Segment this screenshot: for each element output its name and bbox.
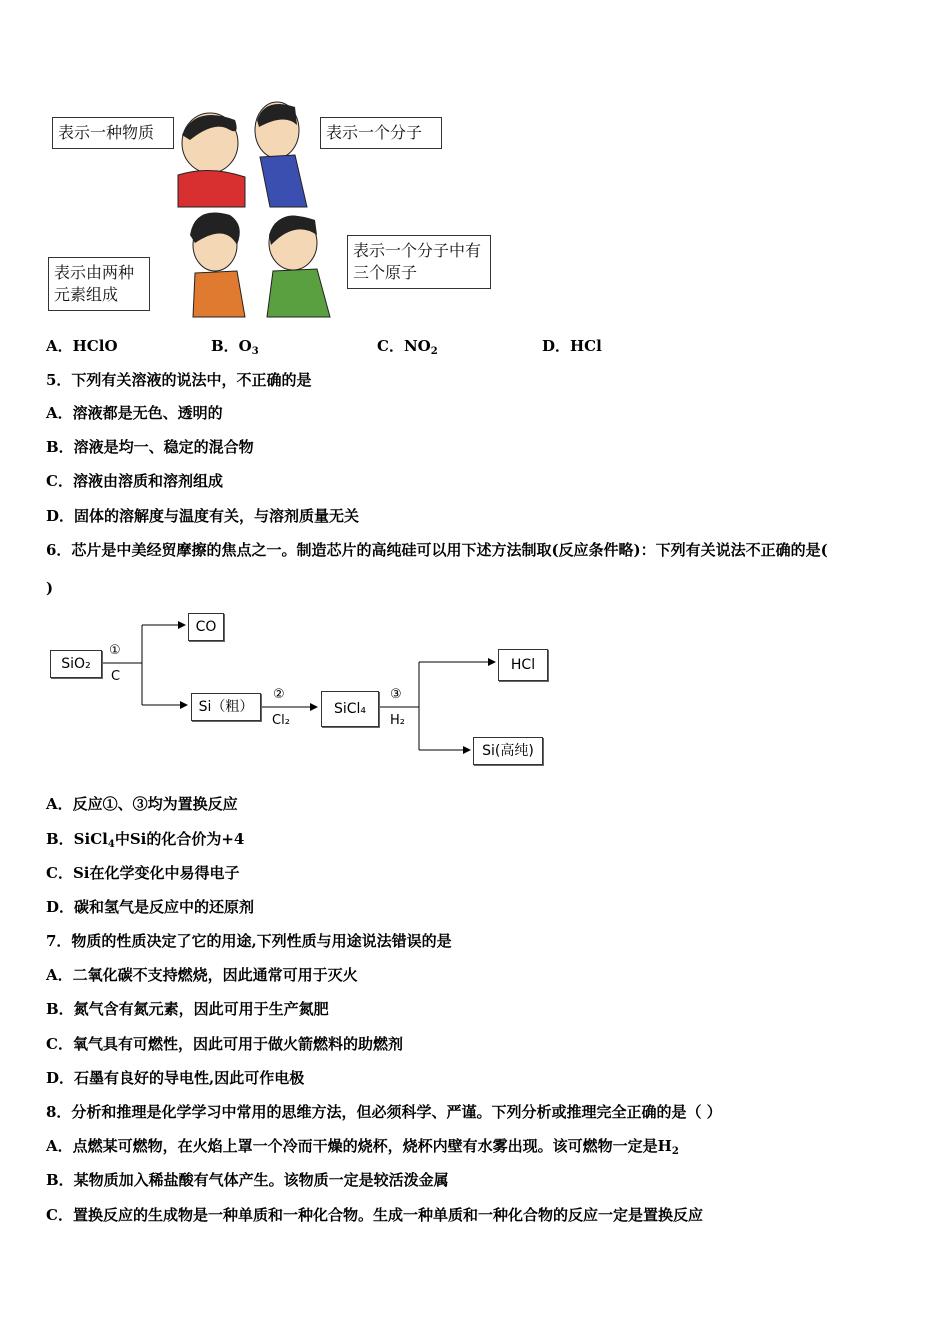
q8-stem: 8．分析和推理是化学学习中常用的思维方法，但必须科学、严谨。下列分析或推理完全正确的是（ ）	[46, 1103, 722, 1121]
co-box: CO	[188, 613, 224, 641]
step2-label: ②	[273, 687, 285, 702]
q8-option-b: B．某物质加入稀盐酸有气体产生。该物质一定是较活泼金属	[46, 1171, 449, 1189]
q6-option-c: C．Si在化学变化中易得电子	[46, 864, 240, 882]
q7-option-d: D．石墨有良好的导电性,因此可作电极	[46, 1069, 305, 1087]
q7-stem: 7．物质的性质决定了它的用途,下列性质与用途说法错误的是	[46, 932, 452, 950]
q6-option-d: D．碳和氢气是反应中的还原剂	[46, 898, 255, 916]
q4-option-c: C．$NO_2$	[377, 337, 438, 357]
q5-option-b: B．溶液是均一、稳定的混合物	[46, 438, 254, 456]
boy2-figure-icon	[267, 216, 330, 317]
q6-option-a: A．反应①、③均为置换反应	[46, 795, 238, 813]
q6-option-b: B．SiCl$_4$中Si的化合价为+4	[46, 830, 245, 850]
step2-reagent: Cl₂	[272, 713, 290, 728]
sio2-box: SiO₂	[50, 650, 102, 678]
si-crude-box: Si（粗）	[191, 693, 261, 721]
q7-option-a: A．二氧化碳不支持燃烧，因此通常可用于灭火	[46, 966, 358, 984]
q8-option-a: A．点燃某可燃物，在火焰上罩一个冷而干燥的烧杯，烧杯内壁有水雾出现。该可燃物一定是$H_2$	[46, 1137, 679, 1157]
q7-option-b: B．氮气含有氮元素，因此可用于生产氮肥	[46, 1000, 329, 1018]
boy-figure-icon	[178, 113, 245, 207]
girl-figure-icon	[190, 213, 245, 318]
speech-bubble-three-atoms: 表示一个分子中有三个原子	[347, 235, 491, 289]
q5-stem: 5．下列有关溶液的说法中，不正确的是	[46, 371, 312, 389]
q8-option-c: C．置换反应的生成物是一种单质和一种化合物。生成一种单质和一种化合物的反应一定是置换反应	[46, 1206, 703, 1224]
q4-option-b: B．$O_3$	[211, 337, 259, 357]
hcl-box: HCl	[498, 649, 548, 681]
step1-label: ①	[109, 643, 121, 658]
silicon-process-diagram	[45, 605, 565, 780]
step3-reagent: H₂	[390, 713, 405, 728]
q5-option-c: C．溶液由溶质和溶剂组成	[46, 472, 223, 490]
q5-option-a: A．溶液都是无色、透明的	[46, 404, 223, 422]
q6-stem-end: )	[46, 579, 54, 597]
sicl4-box: SiCl₄	[321, 691, 379, 727]
speech-bubble-two-elements: 表示由两种元素组成	[48, 257, 150, 311]
speech-bubble-molecule: 表示一个分子	[320, 117, 442, 149]
step3-label: ③	[390, 687, 402, 702]
si-pure-box: Si(高纯)	[473, 737, 543, 765]
q4-option-a: A．HClO	[46, 337, 118, 355]
q4-option-d: D．HCl	[542, 337, 602, 355]
speech-bubble-substance: 表示一种物质	[52, 117, 174, 149]
q6-stem: 6．芯片是中美经贸摩擦的焦点之一。制造芯片的高纯硅可以用下述方法制取(反应条件略)：下列有关说法不正确的是(	[46, 541, 828, 559]
man-figure-icon	[255, 102, 307, 207]
q7-option-c: C．氧气具有可燃性，因此可用于做火箭燃料的助燃剂	[46, 1035, 403, 1053]
step1-reagent: C	[111, 669, 121, 684]
q5-option-d: D．固体的溶解度与温度有关，与溶剂质量无关	[46, 507, 360, 525]
